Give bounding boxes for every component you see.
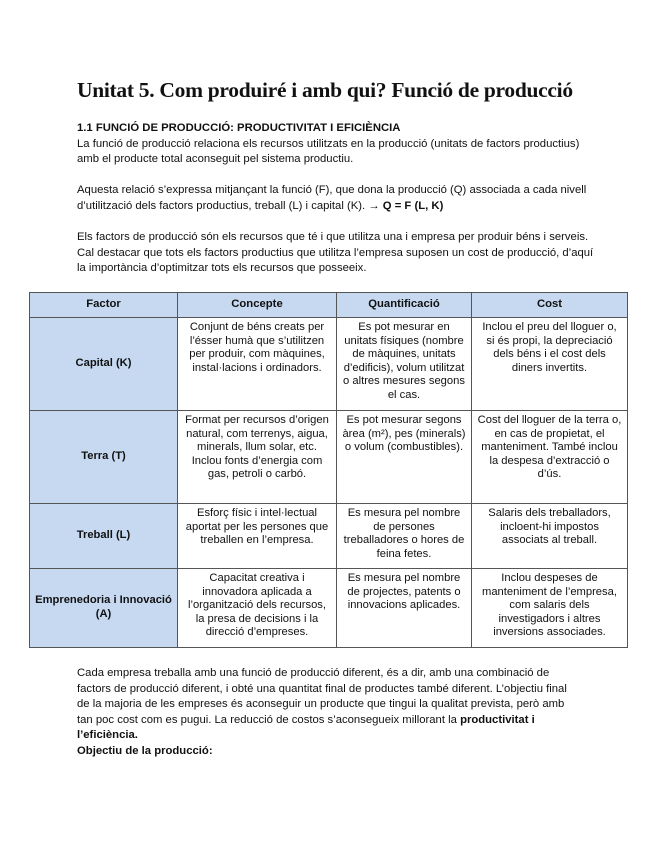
objective-heading: Objectiu de la producció: [77,744,213,757]
table-row [30,504,628,569]
header-quantificacio: Quantificació [337,293,472,318]
concepte-cell: Conjunt de béns creats per l’ésser humà que s’utilitzen per produir, com màquines, instal·lacions i ordinadors. [178,318,337,411]
quantificacio-cell: Es pot mesurar en unitats físiques (nombre de màquines, unitats d’edificis), volum utilitzat o altres mesures segons el cas. [337,318,472,411]
cost-cell: Cost del lloguer de la terra o, en cas de propietat, el manteniment. També inclou la despesa d’extracció o d’ús. [472,411,628,504]
table-row [30,318,628,411]
factor-cell: Emprenedoria i Innovació (A) [30,569,178,648]
concepte-cell: Format per recursos d’origen natural, com terrenys, aigua, minerals, llum solar, etc. Inclou fonts d’energia com gas, petroli o carbó. [178,411,337,504]
table-row [30,411,628,504]
closing-text: Cada empresa treballa amb una funció de producció diferent, és a dir, amb una combinació de factors de producció diferent, i obté una quantitat final de productes també diferent. L’objectiu final de la majoria de les empreses és aconseguir un producte que tingui la qualitat prevista, però amb tan poc cost com es pugui. La reducció de costos s’aconsegueix millorant la [77,667,567,726]
header-factor: Factor [30,293,178,318]
quantificacio-cell: Es mesura pel nombre de persones treballadores o hores de feina fetes. [337,504,472,569]
factors-table [29,292,628,648]
concepte-cell: Esforç físic i intel·lectual aportat per les persones que treballen en l’empresa. [178,504,337,569]
header-cost: Cost [472,293,628,318]
header-concepte: Concepte [178,293,337,318]
section-heading: 1.1 FUNCIÓ DE PRODUCCIÓ: PRODUCTIVITAT I EFICIÈNCIA [77,122,401,134]
factors-paragraph: Els factors de producció són els recursos que té i que utilitza una i empresa per produir béns i serveis. Cal destacar que tots els factors productius que utilitza l’empresa suposen un cost de producció, d’aquí la importància d’optimitzar tots els recursos que posseeix. [77,231,594,275]
closing-paragraph [77,666,577,760]
table-row [30,569,628,648]
function-paragraph [77,183,597,214]
factor-cell: Treball (L) [30,504,178,569]
cost-cell: Inclou el preu del lloguer o, si és propi, la depreciació dels béns i el cost dels diners invertits. [472,318,628,411]
cost-cell: Salaris dels treballadors, incloent-hi impostos associats al treball. [472,504,628,569]
page-title: Unitat 5. Com produiré i amb qui? Funció de producció [77,78,573,102]
concepte-cell: Capacitat creativa i innovadora aplicada a l’organització dels recursos, la presa de decisions i la direcció d’empreses. [178,569,337,648]
function-text: Aquesta relació s’expressa mitjançant la funció (F), que dona la producció (Q) associada a cada nivell d’utilització dels factors productius, treball (L) i capital (K). → [77,184,587,212]
quantificacio-cell: Es mesura pel nombre de projectes, patents o innovacions aplicades. [337,569,472,648]
factor-cell: Capital (K) [30,318,178,411]
table-header-row [30,293,628,318]
production-formula: Q = F (L, K) [382,199,444,212]
closing-emphasis: productivitat i l’eficiència. [77,713,535,742]
intro-paragraph: La funció de producció relaciona els recursos utilitzats en la producció (unitats de factors productius) amb el producte total aconseguit pel sistema productiu. [77,137,580,166]
factor-cell: Terra (T) [30,411,178,504]
quantificacio-cell: Es pot mesurar segons àrea (m²), pes (minerals) o volum (combustibles). [337,411,472,504]
cost-cell: Inclou despeses de manteniment de l’empresa, com salaris dels investigadors i altres inversions associades. [472,569,628,648]
section-1-1 [77,121,597,168]
